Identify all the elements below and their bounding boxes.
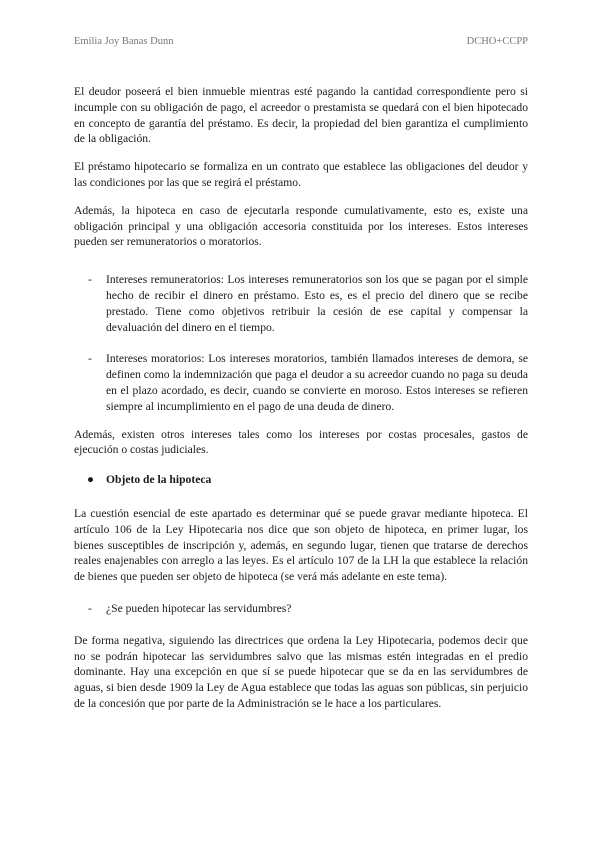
list-item-text: Intereses remuneratorios: Los intereses remuneratorios son los que se pagan por el simple hecho de recibir el dinero en préstamo. Esto es, es el precio del dinero que se recibe prestado. Tiene como objetivos retribuir la cesión de ese capital y compensar la devaluación del dinero en el tiempo. — [106, 273, 528, 334]
dash-marker: - — [88, 352, 92, 366]
dash-marker: - — [88, 601, 92, 615]
paragraph: Además, existen otros intereses tales como los intereses por costas procesales, gastos de ejecución o costas judiciales. — [74, 427, 528, 457]
section-heading — [74, 472, 528, 488]
question-text: ¿Se pueden hipotecar las servidumbres? — [106, 601, 292, 615]
paragraph: El préstamo hipotecario se formaliza en un contrato que establece las obligaciones del deudor y las condiciones por las que se regirá el préstamo. — [74, 160, 528, 189]
paragraph: El deudor poseerá el bien inmueble mientras esté pagando la cantidad correspondiente pero si incumple con su obligación de pago, el acreedor o prestamista se quedará con el bien hipotecado en concepto de garantía del préstamo. Es decir, la propiedad del bien garantiza el cumplimiento de la obligación. — [74, 85, 528, 146]
document-body — [74, 84, 528, 724]
paragraph: Además, la hipoteca en caso de ejecutarla responde cumulativamente, esto es, existe una obligación principal y una obligación accesoria constituida por los intereses. Estos intereses pueden ser remuneratorios o moratorios. — [74, 203, 528, 249]
list-item — [74, 351, 528, 414]
section-title: Objeto de la hipoteca — [106, 473, 212, 487]
list-item-text: Intereses moratorios: Los intereses moratorios, también llamados intereses de demora, se definen como la indemnización que paga el deudor a su acreedor cuando no paga su deuda en el plazo acordado, es decir, cuando se convierte en moroso. Estos intereses se refieren siempre al incumplimiento en el pago de una deuda de dinero. — [106, 352, 528, 413]
paragraph: De forma negativa, siguiendo las directrices que ordena la Ley Hipotecaria, podemos decir que no se podrán hipotecar las servidumbres salvo que las mismas estén integradas en el predio dominante. Hay una excepción en que sí se puede hipotecar que se da en las servidumbres de aguas, si bien desde 1909 la Ley de Agua establece que todas las aguas son públicas, sin perjuicio de la concesión que por parte de la Administración se le hace a los particulares. — [74, 633, 528, 710]
list-item — [74, 272, 528, 335]
page-header — [74, 36, 528, 50]
question-item — [74, 601, 528, 617]
interest-list — [74, 272, 528, 414]
dash-marker: - — [88, 273, 92, 287]
header-author: Emilia Joy Banas Dunn — [74, 36, 174, 47]
header-course: DCHO+CCPP — [466, 36, 528, 47]
paragraph: La cuestión esencial de este apartado es determinar qué se puede gravar mediante hipoteca. El artículo 106 de la Ley Hipotecaria nos dice que son objeto de hipoteca, en primer lugar, los bienes susceptibles de inscripción y, además, en segundo lugar, tienen que tratarse de derechos reales enajenables con arreglo a las leyes. Es el artículo 107 de la LH la que establece la relación de bienes que pueden ser objeto de hipoteca (se verá más adelante en este tema). — [74, 506, 528, 584]
bullet-icon: ● — [87, 473, 95, 487]
